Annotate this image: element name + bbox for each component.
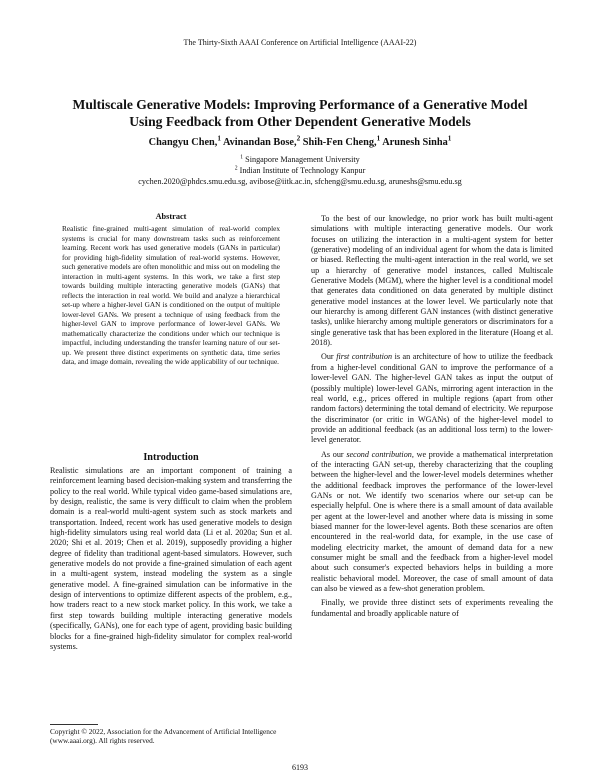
text-run: , we provide a mathematical interpretation of the interacting GAN set-up, thereby characterizing that the coupling between the higher-level and the lower-level models determines whether the additional feedback improves the performance of the lower-level GANs or not. We identify two scenarios where our set-up can be especially helpful. One is where there is a small amount of data available per agent at the lower-level and another where data is missing in some biased manner for the lower-level agents. Both these scenarios are often encountered in the real-world data, for example, in the use case of modeling electricity market, the amount of demand data for a new consumer might be small and the feedback from a higher-level model about such consumer's expected behaviors helps in building a more realistic behavioral model. Moreover, the case of small amount of data can also be viewed as a few-shot generation problem. — [311, 449, 553, 594]
affiliation-2 — [0, 166, 600, 175]
author-affil-mark: 1 — [376, 134, 381, 143]
body-paragraph — [311, 450, 553, 595]
paper-title — [50, 97, 550, 130]
body-paragraph — [311, 352, 553, 445]
text-run: is an architecture of how to utilize the feedback from a higher-level conditional GAN to improve the performance of a lower-level GAN. The higher-level GAN takes as input the output of (possibly multiple) lower-level GANs, mirroring agent interaction in the real world, e.g., prices offered in multiple regions (apart from other random factors) determining the total demand of electricity. We repurpose the discriminator (or critic in WGANs) of the higher-level model to provide an additional feedback (as an additional loss term) to the lower-level generator. — [311, 352, 553, 445]
abstract-text: Realistic fine-grained multi-agent simulation of real-world complex systems is crucial for many downstream tasks such as reinforcement learning. Recent work has used generative models (GANs in particular) for providing high-fidelity simulation of real-world systems. However, such generative models are often monolithic and miss out on modeling the interaction in multi-agent systems. In this work, we take a first step towards building multiple interacting generative models (GANs) that reflects the interaction in real world. We build and analyze a hierarchical set-up where a higher-level GAN is conditioned on the output of multiple lower-level GANs. We present a technique of using feedback from the higher-level GAN to improve performance of lower-level GANs. We mathematically characterize the conditions under which our technique is impactful, including understanding the transfer learning nature of our set-up. We present three distinct experiments on synthetic data, time series data, and image domain, revealing the wide applicability of our technique. — [62, 224, 280, 366]
affiliation-1 — [0, 155, 600, 164]
author-affil-mark: 1 — [447, 134, 452, 143]
affiliation-mark: 2 — [234, 165, 238, 172]
author-name: Arunesh Sinha — [382, 137, 448, 148]
text-run: As our — [321, 449, 347, 459]
text-run: Our — [321, 352, 337, 362]
emphasis: first contribution — [336, 352, 393, 362]
copyright-footnote: Copyright © 2022, Association for the Advancement of Artificial Intelligence (www.aaai.org). All rights reserved. — [50, 727, 277, 746]
introduction-paragraph: Realistic simulations are an important component of training a reinforcement learning based decision-making system and transferring the policy to the real world. While typical video game-based simulations are, by design, realistic, the same is very difficult to claim when the problem domain is a real-world multi-agent system such as stock markets and transportation. Indeed, recent work has used generative models to design high-fidelity simulators using real world data (Li et al. 2020a; Sun et al. 2020; Shi et al. 2019; Chen et al. 2019), supposedly providing a higher degree of fidelity than traditional agent-based simulators. However, such generative models do not provide a fine-grained simulation of each agent in a multi-agent system, instead modeling the system as a single generative model. A fine-grained simulation can be informative in the design of interventions to optimize different aspects of the problem, e.g., how traders react to a new stock market policy. In this work, we take a first step towards building multiple interacting generative models (specifically, GANs), one for each type of agent, providing basic building blocks for a fine-grained high-fidelity simulator for complex real-world systems. — [50, 466, 292, 651]
footnote-rule — [50, 724, 98, 725]
title-line-1: Multiscale Generative Models: Improving Performance of a Generative Model — [72, 97, 528, 112]
author-affil-mark: 1 — [217, 134, 221, 143]
title-line-2: Using Feedback from Other Dependent Generative Models — [129, 113, 471, 129]
right-column — [311, 214, 553, 623]
body-paragraph: To the best of our knowledge, no prior work has built multi-agent simulations with multiple interacting generative models. Our work focuses on utilizing the interaction in a multi-agent system for better (generative) modeling of an individual agent for whom the data is limited or biased. Reflecting the multi-agent interaction in the real world, we set up a hierarchy of generative model instances, called Multiscale Generative Models (MGM), where the higher level is a conditional model that generates data conditioned on data generated by multiple distinct generative model instances at the lower level. We particularly note that our hierarchy is among different GAN instances (with distinct generative tasks), unlike hierarchy among multiple generators or discriminators for a single generative task that has been explored in the literature (Hoang et al. 2018). — [311, 214, 553, 348]
author-emails: cychen.2020@phdcs.smu.edu.sg, avibose@iitk.ac.in, sfcheng@smu.edu.sg, aruneshs@smu.edu.sg — [138, 177, 462, 186]
author-affil-mark: 2 — [296, 134, 301, 143]
abstract-heading: Abstract — [155, 212, 187, 221]
author-list — [0, 134, 600, 148]
affiliation-name: Singapore Management University — [245, 155, 360, 164]
author-name: Avinandan Bose, — [222, 137, 297, 148]
emphasis: second contribution — [346, 449, 412, 459]
author-name: Shih-Fen Cheng, — [302, 137, 377, 148]
body-paragraph: Finally, we provide three distinct sets of experiments revealing the fundamental and broadly applicable nature of — [311, 598, 553, 618]
conference-header: The Thirty-Sixth AAAI Conference on Artificial Intelligence (AAAI-22) — [183, 38, 417, 47]
page-number: 6193 — [292, 763, 308, 772]
affiliation-name: Indian Institute of Technology Kanpur — [239, 166, 366, 175]
author-name: Changyu Chen, — [148, 137, 218, 148]
affiliation-mark: 1 — [240, 154, 244, 161]
introduction-heading: Introduction — [143, 452, 199, 463]
